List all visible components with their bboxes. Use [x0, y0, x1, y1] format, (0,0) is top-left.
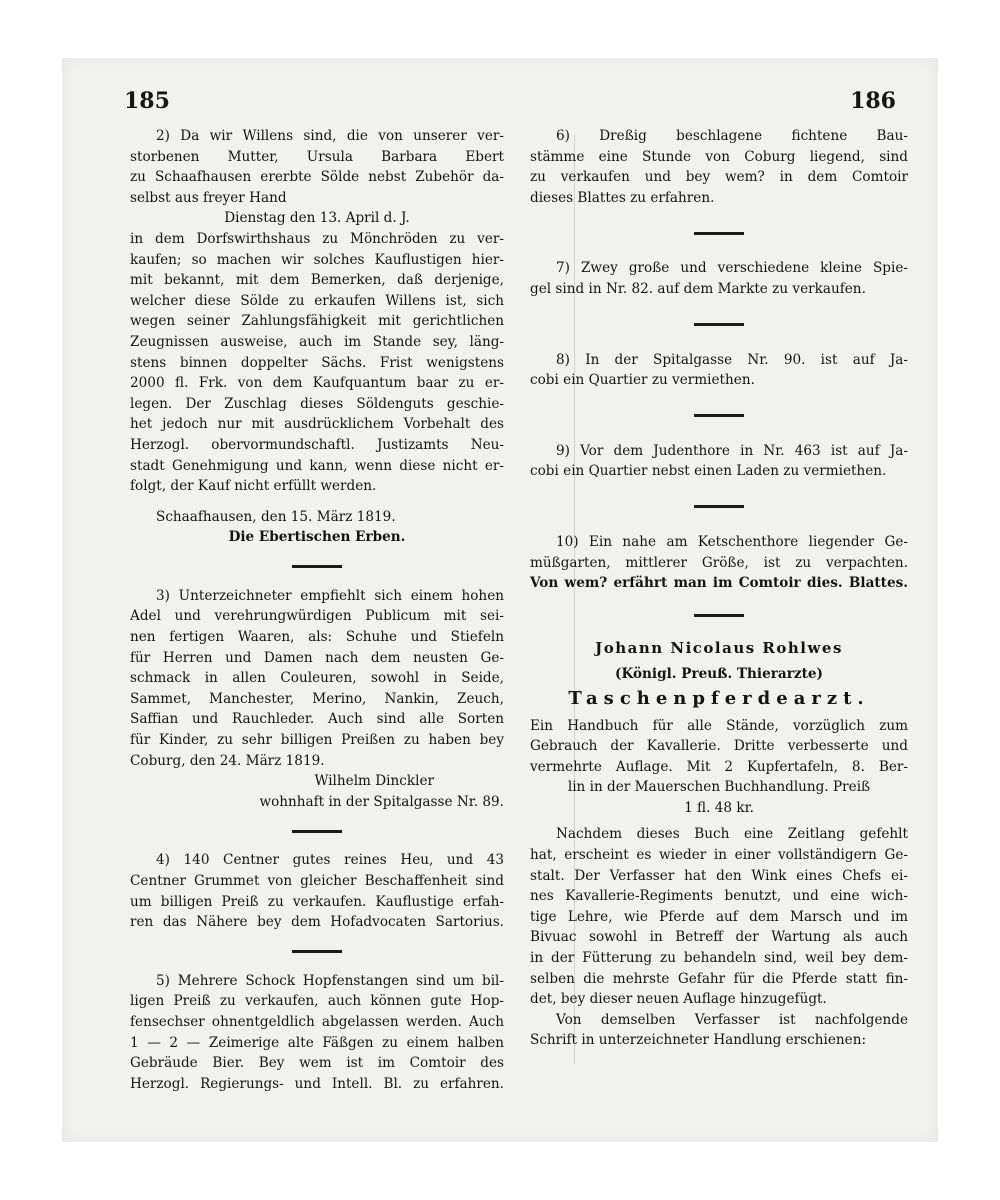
ad8-last-line: cobi ein Quartier zu vermiethen. — [530, 372, 755, 389]
ad5-line: fensechser ohnentgeldlich abgelassen werden. Auch — [130, 1013, 504, 1030]
ad10-line: müßgarten, mittlerer Größe, ist zu verpachten. — [530, 554, 908, 571]
ad2-body-line: kaufen; so machen wir solches Kauflustigen hier- — [130, 251, 504, 268]
separator-rule — [530, 594, 908, 638]
book-desc-line: vermehrte Auflage. Mit 2 Kupfertafeln, 8. Ber- — [530, 758, 908, 775]
separator-rule — [530, 300, 908, 350]
ad4-line: Centner Grummet von gleicher Beschaffenheit sind — [130, 873, 504, 889]
ad3-line: für Kinder, zu sehr billigen Preißen zu haben bey — [130, 732, 504, 749]
ad3-address: wohnhaft in der Spitalgasse Nr. 89. — [259, 793, 504, 810]
ad5-line: Herzogl. Regierungs- und Intell. Bl. zu erfahren. — [130, 1075, 504, 1092]
ad2-body-line: 2000 fl. Frk. von dem Kaufquantum baar zu er- — [130, 375, 504, 392]
ad3-last-line: Coburg, den 24. März 1819. — [130, 752, 325, 769]
book-para-line: Bivuac sowohl in Betreff der Wartung als auch — [530, 929, 908, 946]
ad2-line-3: zu Schaafhausen ererbte Sölde nebst Zubehör da- — [130, 169, 504, 186]
ad2-body-line: het jedoch nur mit ausdrücklichem Vorbehalt des — [130, 416, 504, 433]
ad2-body-line: in dem Dorfswirthshaus zu Mönchröden zu ver- — [130, 230, 504, 247]
book-author: Johann Nicolaus Rohlwes — [595, 638, 843, 657]
ad2-body-last-line: folgt, der Kauf nicht erfüllt werden. — [130, 478, 377, 495]
advertisement-5 — [130, 971, 504, 1095]
book-para-line: nes Kavallerie-Regiments benutzt, und eine wich- — [530, 888, 908, 905]
ad9-last-line: cobi ein Quartier nebst einen Laden zu vermiethen. — [530, 463, 887, 480]
ad2-signature: Die Ebertischen Erben. — [228, 529, 406, 546]
ad6-line: 6) Dreßig beschlagene fichtene Bau- — [556, 128, 908, 144]
ad3-line: 3) Unterzeichneter empfiehlt sich einem hohen — [156, 587, 504, 604]
ad8-line: 8) In der Spitalgasse Nr. 90. ist auf Ja- — [556, 351, 908, 368]
book-desc-line: Ein Handbuch für alle Stände, vorzüglich zum — [530, 717, 908, 734]
ad3-line: Adel und verehrungwürdigen Publicum mit sei- — [130, 608, 504, 625]
book-desc-line: Gebrauch der Kavallerie. Dritte verbesserte und — [530, 738, 908, 755]
advertisement-8 — [530, 350, 908, 391]
book-price: 1 fl. 48 kr. — [684, 799, 754, 816]
advertisement-7 — [530, 258, 908, 299]
ad5-line: 5) Mehrere Schock Hopfenstangen sind um bil- — [156, 972, 504, 989]
ad2-body-line: wegen seiner Zahlungsfähigkeit mit gerichtlichen — [130, 313, 504, 330]
ad10-line: 10) Ein nahe am Ketschenthore liegender Ge- — [556, 533, 908, 550]
ad2-line-4: selbst aus freyer Hand — [130, 189, 287, 206]
ad3-line: nen fertigen Waaren, als: Schuhe und Stiefeln — [130, 629, 504, 646]
book-para-line: selben die mehrste Gefahr für die Pferde statt fin- — [530, 970, 908, 987]
ad6-line: zu verkaufen und bey wem? in dem Comtoir — [530, 169, 908, 186]
ad7-last-line: gel sind in Nr. 82. auf dem Markte zu verkaufen. — [530, 280, 866, 297]
separator-rule — [130, 812, 504, 850]
book-title: Taschenpferdearzt. — [568, 687, 870, 709]
book-advertisement — [530, 638, 908, 1051]
separator-rule — [530, 391, 908, 441]
ad4-line: 4) 140 Centner gutes reines Heu, und 43 — [156, 852, 504, 869]
book-para-line: stalt. Der Verfasser hat den Wink eines Chefs ei- — [530, 867, 908, 884]
book-desc-last-line: lin in der Mauerschen Buchhandlung. Preiß — [567, 779, 871, 796]
ad2-body-line: legen. Der Zuschlag dieses Söldenguts geschie- — [130, 395, 504, 412]
advertisement-3 — [130, 586, 504, 813]
ad2-body-line: Zeugnissen ausweise, auch im Stande sey, läng- — [130, 333, 504, 350]
separator-rule — [530, 208, 908, 258]
page-number-right: 186 — [850, 88, 896, 114]
ad6-last-line: dieses Blattes zu erfahren. — [530, 189, 715, 206]
newspaper-page — [62, 58, 938, 1142]
advertisement-2 — [130, 126, 504, 548]
ad2-date-line: Dienstag den 13. April d. J. — [224, 210, 410, 227]
ad10-line: Von wem? erfährt man im Comtoir dies. Blattes. — [530, 575, 908, 592]
book-para-line: Nachdem dieses Buch eine Zeitlang gefehlt — [556, 826, 908, 843]
ad2-line-1: 2) Da wir Willens sind, die von unserer ver- — [156, 128, 504, 144]
ad5-line: Gebräude Bier. Bey wem ist im Comtoir des — [130, 1055, 504, 1072]
ad2-body-line: stens binnen doppelter Sächs. Frist wenigstens — [130, 354, 504, 371]
ad2-body-line: mit bekannt, mit dem Bemerken, daß derjenige, — [130, 272, 504, 289]
book-para-line: hat, erscheint es wieder in einer vollständigern Ge- — [530, 847, 908, 864]
book-author-title: (Königl. Preuß. Thierarzte) — [615, 666, 823, 683]
book-para-line: in der Fütterung zu behandeln sind, weil bey dem- — [530, 950, 908, 967]
ad2-body-line: Herzogl. obervormundschaftl. Justizamts Neu- — [130, 436, 504, 453]
ad2-line-2: storbenen Mutter, Ursula Barbara Ebert — [130, 148, 504, 165]
book-para2-line: Von demselben Verfasser ist nachfolgende — [556, 1011, 908, 1028]
ad3-line: Saffian und Rauchleder. Auch sind alle Sorten — [130, 711, 504, 728]
ad2-place-date: Schaafhausen, den 15. März 1819. — [156, 508, 396, 525]
left-column — [130, 126, 504, 1094]
ad6-line: stämme eine Stunde von Coburg liegend, sind — [530, 148, 908, 165]
advertisement-4 — [130, 850, 504, 932]
ad2-body-line: welcher diese Sölde zu erkaufen Willens ist, sich — [130, 292, 504, 309]
ad7-line: 7) Zwey große und verschiedene kleine Spie- — [556, 260, 908, 277]
advertisement-6 — [530, 126, 908, 208]
advertisement-10 — [530, 532, 908, 594]
ad3-line: schmack in allen Couleuren, sowohl in Seide, — [130, 670, 504, 687]
separator-rule — [530, 482, 908, 532]
ad5-line: ligen Preiß zu verkaufen, auch können gute Hop- — [130, 993, 504, 1010]
ad5-line: 1 — 2 — Zeimerige alte Fäßgen zu einem halben — [130, 1034, 504, 1051]
ad3-line: Sammet, Manchester, Merino, Nankin, Zeuch, — [130, 690, 504, 707]
advertisement-9 — [530, 441, 908, 482]
book-para2-last-line: Schrift in unterzeichneter Handlung erschienen: — [530, 1032, 867, 1049]
ad3-signature: Wilhelm Dinckler — [314, 773, 434, 790]
ad4-line: ren das Nähere bey dem Hofadvocaten Sartorius. — [130, 914, 504, 931]
book-para-line: tige Lehre, wie Pferde auf dem Marsch und im — [530, 908, 908, 925]
separator-rule — [130, 548, 504, 586]
book-para-last-line: det, bey dieser neuen Auflage hinzugefügt. — [530, 991, 827, 1008]
separator-rule — [130, 933, 504, 971]
ad9-line: 9) Vor dem Judenthore in Nr. 463 ist auf Ja- — [556, 442, 908, 459]
page-number-left: 185 — [124, 88, 170, 114]
ad4-line: um billigen Preiß zu verkaufen. Kauflustige erfah- — [130, 893, 504, 910]
ad3-line: für Herren und Damen nach dem neusten Ge- — [130, 649, 504, 666]
right-column — [530, 126, 908, 1051]
ad2-body-line: stadt Genehmigung und kann, wenn diese nicht er- — [130, 457, 504, 474]
